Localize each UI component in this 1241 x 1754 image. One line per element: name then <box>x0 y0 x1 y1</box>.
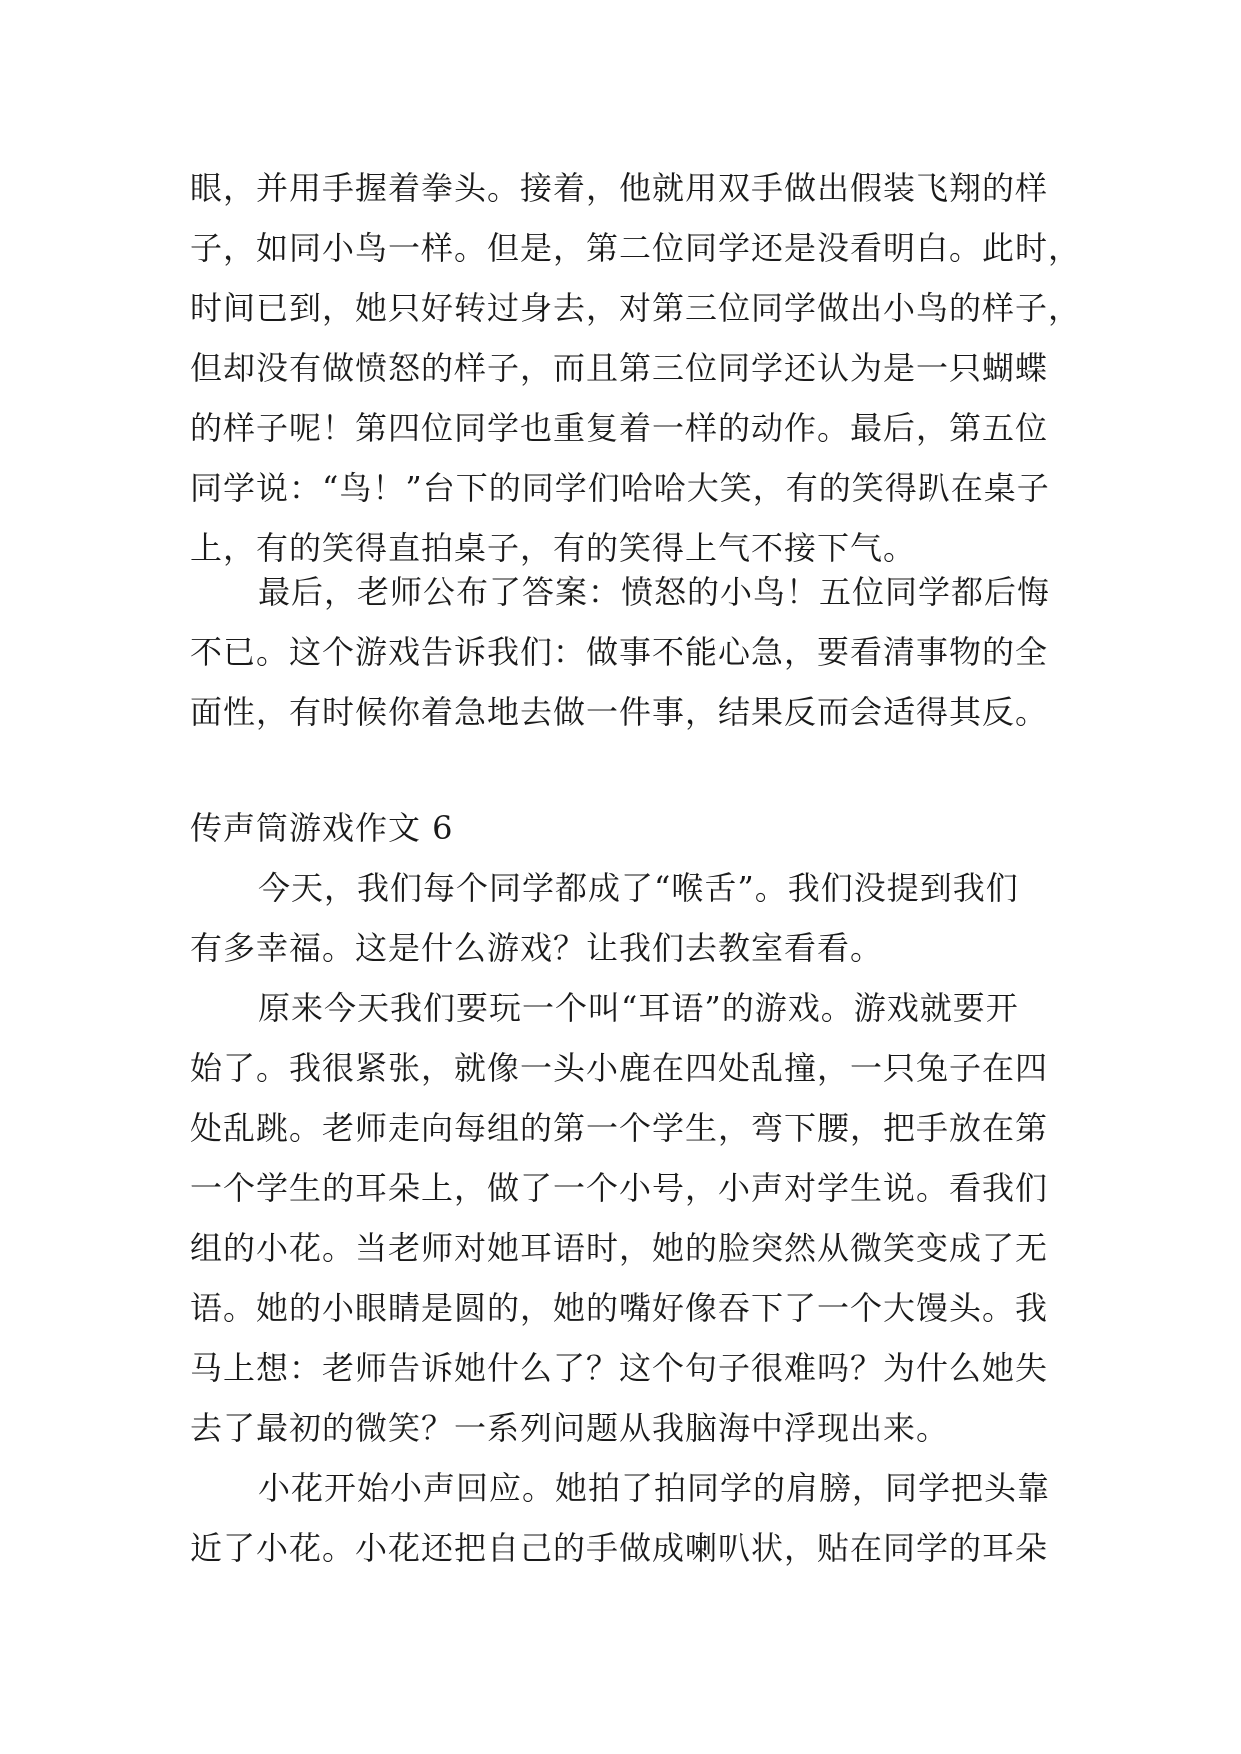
paragraph-line: 时间已到，她只好转过身去，对第三位同学做出小鸟的样子， <box>190 289 1082 327</box>
paragraph-line: 今天，我们每个同学都成了“喉舌”。我们没提到我们 <box>258 869 1019 907</box>
paragraph-line: 小花开始小声回应。她拍了拍同学的肩膀，同学把头靠 <box>258 1469 1051 1507</box>
paragraph-line: 始了。我很紧张，就像一头小鹿在四处乱撞，一只兔子在四 <box>190 1049 1049 1087</box>
paragraph-line: 近了小花。小花还把自己的手做成喇叭状，贴在同学的耳朵 <box>190 1529 1049 1567</box>
paragraph-line: 语。她的小眼睛是圆的，她的嘴好像吞下了一个大馒头。我 <box>190 1289 1049 1327</box>
essay-body <box>190 858 1070 1578</box>
paragraph-line: 同学说：“鸟！”台下的同学们哈哈大笑，有的笑得趴在桌子 <box>190 469 1050 507</box>
continued-paragraph <box>190 158 1082 578</box>
paragraph-line: 眼，并用手握着拳头。接着，他就用双手做出假装飞翔的样 <box>190 169 1049 207</box>
conclusion-paragraph <box>190 562 1070 742</box>
essay-title: 传声筒游戏作文 6 <box>190 809 454 847</box>
paragraph-line: 面性，有时候你着急地去做一件事，结果反而会适得其反。 <box>190 693 1049 731</box>
paragraph-line: 上，有的笑得直拍桌子，有的笑得上气不接下气。 <box>190 529 917 567</box>
essay-paragraph-2 <box>190 978 1070 1458</box>
paragraph-line: 的样子呢！第四位同学也重复着一样的动作。最后，第五位 <box>190 409 1049 447</box>
paragraph-line: 一个学生的耳朵上，做了一个小号，小声对学生说。看我们 <box>190 1169 1049 1207</box>
paragraph-line: 组的小花。当老师对她耳语时，她的脸突然从微笑变成了无 <box>190 1229 1049 1267</box>
paragraph-line: 去了最初的微笑？一系列问题从我脑海中浮现出来。 <box>190 1409 950 1447</box>
paragraph-line: 马上想：老师告诉她什么了？这个句子很难吗？为什么她失 <box>190 1349 1049 1387</box>
paragraph-line: 有多幸福。这是什么游戏？让我们去教室看看。 <box>190 929 884 967</box>
paragraph-line: 子，如同小鸟一样。但是，第二位同学还是没看明白。此时， <box>190 229 1082 267</box>
paragraph-line: 不已。这个游戏告诉我们：做事不能心急，要看清事物的全 <box>190 633 1049 671</box>
paragraph-line: 原来今天我们要玩一个叫“耳语”的游戏。游戏就要开 <box>258 989 1019 1027</box>
paragraph-line: 但却没有做愤怒的样子，而且第三位同学还认为是一只蝴蝶 <box>190 349 1049 387</box>
paragraph-line: 处乱跳。老师走向每组的第一个学生，弯下腰，把手放在第 <box>190 1109 1049 1147</box>
essay-paragraph-3 <box>190 1458 1070 1578</box>
essay-paragraph-1 <box>190 858 1070 978</box>
paragraph-line: 最后，老师公布了答案：愤怒的小鸟！五位同学都后悔 <box>258 573 1051 611</box>
